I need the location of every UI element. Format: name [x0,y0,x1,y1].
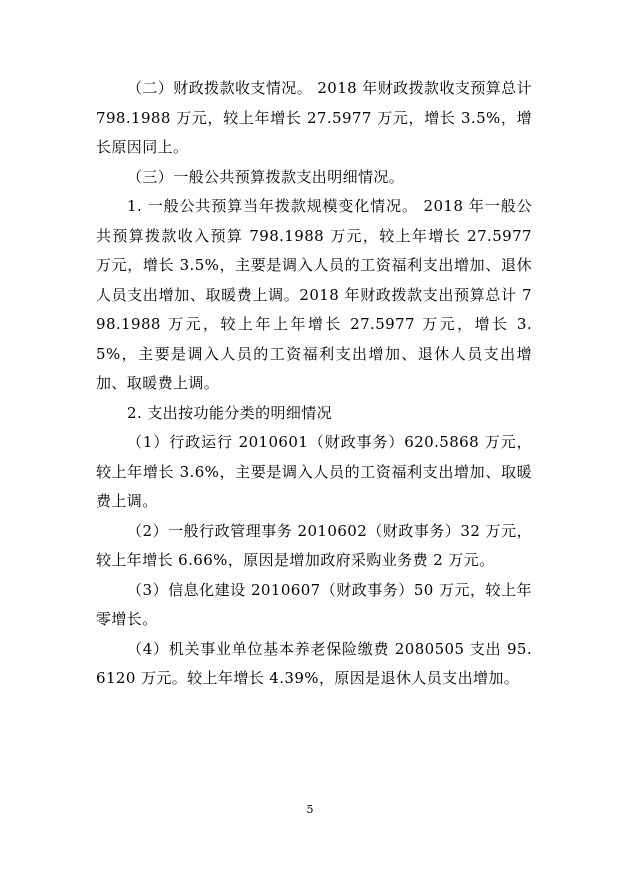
paragraph-item-informatization: （3）信息化建设 2010607（财政事务）50 万元，较上年零增长。 [96,580,532,628]
paragraph-general-budget-scale-change: 1. 一般公共预算当年拨款规模变化情况。 2018 年一般公共预算拨款收入预算 798.1988 万元，较上年增长 27.5977 万元，增长 3.5%，主要是调入人员的工资福利支出增加、退休人员支出增加、取暖费上调。2018 年财政拨款支出预算总计 798.1988 万元，较上年上年增长 27.5977 万元，增长 3.5%，主要是调入人员的工资福利支出增加、退休人员支出增加、取暖费上调。 [96,197,532,392]
paragraph-functional-classification-heading: 2. 支出按功能分类的明细情况 [127,403,333,422]
page-number: 5 [306,803,314,816]
paragraph-item-administrative-operation: （1）行政运行 2010601（财政事务）620.5868 万元，较上年增长 3.6%，主要是调入人员的工资福利支出增加、取暖费上调。 [96,433,532,510]
paragraph-fiscal-appropriation-summary: （二）财政拨款收支情况。 2018 年财政拨款收支预算总计 798.1988 万元，较上年增长 27.5977 万元，增长 3.5%，增长原因同上。 [96,79,532,156]
paragraph-section-heading-general-budget: （三）一般公共预算拨款支出明细情况。 [127,167,405,186]
paragraph-item-general-administration: （2）一般行政管理事务 2010602（财政事务）32 万元，较上年增长 6.66%，原因是增加政府采购业务费 2 万元。 [96,521,532,569]
document-body [96,74,532,694]
paragraph-item-pension-insurance: （4）机关事业单位基本养老保险缴费 2080505 支出 95.6120 万元。较上年增长 4.39%，原因是退休人员支出增加。 [96,639,532,687]
